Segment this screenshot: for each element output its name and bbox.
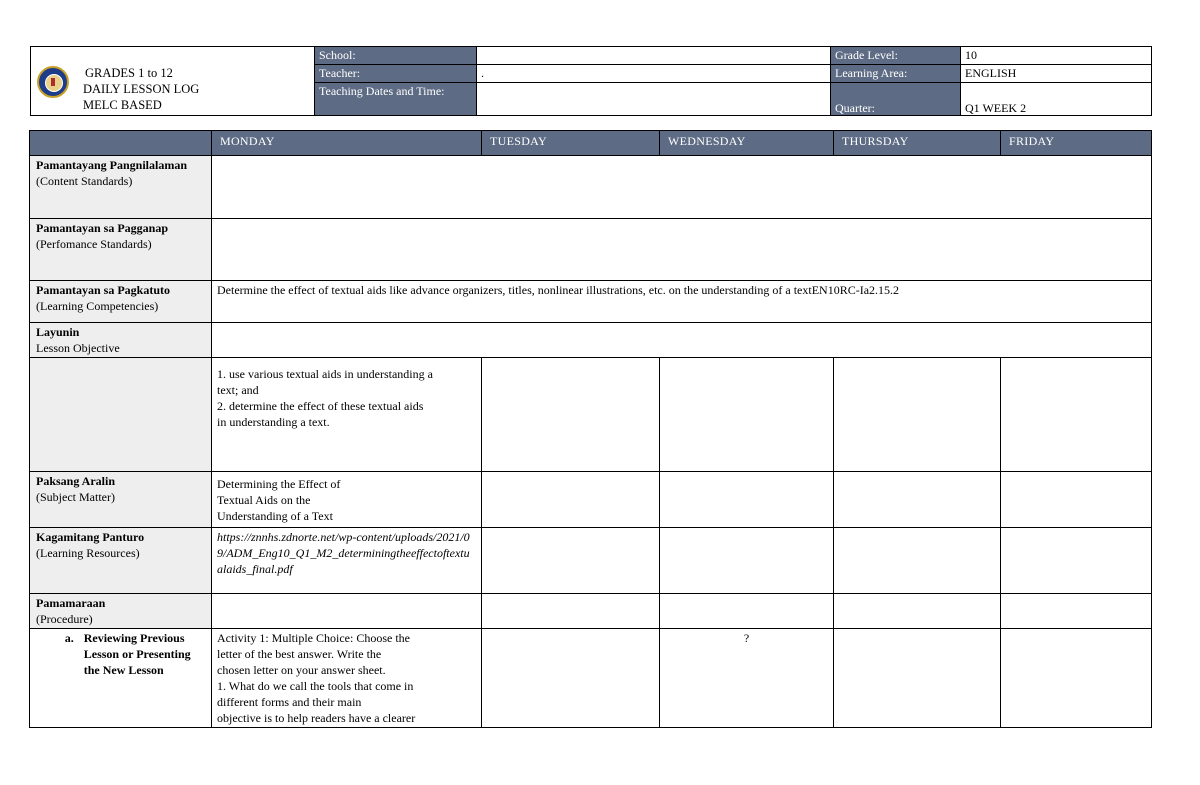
subject-matter-thursday[interactable]	[834, 472, 1001, 528]
content-standards-row	[30, 156, 1152, 219]
activity-line: objective is to help readers have a clearer	[217, 711, 416, 725]
subject-matter-wednesday[interactable]	[660, 472, 834, 528]
learning-area-label: Learning Area:	[831, 65, 961, 83]
review-thursday[interactable]	[834, 629, 1001, 728]
quarter-label: Quarter:	[831, 83, 961, 116]
review-label	[30, 629, 212, 728]
subject-matter-monday[interactable]	[212, 472, 482, 528]
row-subtitle: (Subject Matter)	[36, 490, 115, 504]
review-wednesday[interactable]: ?	[660, 629, 834, 728]
procedure-tuesday[interactable]	[482, 594, 660, 629]
row-subtitle: Lesson Objective	[36, 341, 120, 355]
subject-line: Textual Aids on the	[217, 493, 311, 507]
resources-tuesday[interactable]	[482, 528, 660, 594]
document-title	[83, 65, 199, 113]
procedure-wednesday[interactable]	[660, 594, 834, 629]
row-subtitle: (Content Standards)	[36, 174, 133, 188]
objective-detail-label	[30, 358, 212, 472]
resource-link[interactable]: https://znnhs.zdnorte.net/wp-content/uploads/2021/09/ADM_Eng10_Q1_M2_determiningtheeffectoftextualaids_final.pdf	[212, 528, 482, 594]
row-subtitle: (Perfomance Standards)	[36, 237, 152, 251]
title-line-1: GRADES 1 to 12	[85, 66, 173, 80]
learning-resources-row	[30, 528, 1152, 594]
teacher-label: Teacher:	[315, 65, 477, 83]
deped-seal-logo	[37, 66, 69, 98]
teaching-dates-field[interactable]	[477, 83, 831, 116]
lesson-log-table	[29, 130, 1152, 728]
objective-line: 1. use various textual aids in understanding a	[217, 367, 433, 381]
learning-competencies-label	[30, 281, 212, 323]
objective-monday[interactable]	[212, 358, 482, 472]
header-title-cell	[31, 47, 315, 116]
learning-area-field[interactable]: ENGLISH	[961, 65, 1152, 83]
teacher-field[interactable]: .	[477, 65, 831, 83]
row-title: Pamantayan sa Pagganap	[36, 221, 169, 235]
step-title: Reviewing Previous Lesson or Presenting the New Lesson	[83, 631, 191, 677]
content-standards-value[interactable]	[212, 156, 1152, 219]
subject-line: Understanding of a Text	[217, 509, 333, 523]
day-header-friday: FRIDAY	[1001, 131, 1152, 156]
objective-detail-row	[30, 358, 1152, 472]
day-header-wednesday: WEDNESDAY	[660, 131, 834, 156]
performance-standards-label	[30, 219, 212, 281]
objective-wednesday[interactable]	[660, 358, 834, 472]
performance-standards-row	[30, 219, 1152, 281]
header-table	[30, 46, 1152, 116]
objective-row	[30, 323, 1152, 358]
objective-value[interactable]	[212, 323, 1152, 358]
resources-wednesday[interactable]	[660, 528, 834, 594]
learning-competencies-row	[30, 281, 1152, 323]
day-header-tuesday: TUESDAY	[482, 131, 660, 156]
row-subtitle: (Procedure)	[36, 612, 93, 626]
objective-thursday[interactable]	[834, 358, 1001, 472]
objective-label	[30, 323, 212, 358]
performance-standards-value[interactable]	[212, 219, 1152, 281]
day-header-thursday: THURSDAY	[834, 131, 1001, 156]
objective-line: text; and	[217, 383, 259, 397]
learning-competencies-value[interactable]: Determine the effect of textual aids like advance organizers, titles, nonlinear illustrations, etc. on the understanding of a textEN10RC-Ia2.15.2	[212, 281, 1152, 323]
day-header-monday: MONDAY	[212, 131, 482, 156]
objective-line: in understanding a text.	[217, 415, 330, 429]
activity-line: chosen letter on your answer sheet.	[217, 663, 386, 677]
objective-friday[interactable]	[1001, 358, 1152, 472]
learning-resources-label	[30, 528, 212, 594]
subject-matter-friday[interactable]	[1001, 472, 1152, 528]
activity-line: different forms and their main	[217, 695, 362, 709]
objective-tuesday[interactable]	[482, 358, 660, 472]
procedure-label	[30, 594, 212, 629]
row-title: Pamantayan sa Pagkatuto	[36, 283, 171, 297]
review-monday[interactable]	[212, 629, 482, 728]
grade-level-label: Grade Level:	[831, 47, 961, 65]
procedure-friday[interactable]	[1001, 594, 1152, 629]
row-subtitle: (Learning Resources)	[36, 546, 140, 560]
subject-line: Determining the Effect of	[217, 477, 341, 491]
row-title: Layunin	[36, 325, 80, 339]
resources-thursday[interactable]	[834, 528, 1001, 594]
review-friday[interactable]	[1001, 629, 1152, 728]
row-title: Paksang Aralin	[36, 474, 116, 488]
title-line-2: DAILY LESSON LOG	[83, 82, 200, 96]
subject-matter-label	[30, 472, 212, 528]
quarter-field[interactable]: Q1 WEEK 2	[961, 83, 1152, 116]
activity-line: Activity 1: Multiple Choice: Choose the	[217, 631, 410, 645]
subject-matter-tuesday[interactable]	[482, 472, 660, 528]
subject-matter-row	[30, 472, 1152, 528]
content-standards-label	[30, 156, 212, 219]
teaching-dates-label: Teaching Dates and Time:	[315, 83, 477, 116]
procedure-row	[30, 594, 1152, 629]
row-title: Kagamitang Panturo	[36, 530, 145, 544]
row-title: Pamamaraan	[36, 596, 106, 610]
title-line-3: MELC BASED	[83, 98, 162, 112]
procedure-thursday[interactable]	[834, 594, 1001, 629]
activity-line: letter of the best answer. Write the	[217, 647, 382, 661]
school-label: School:	[315, 47, 477, 65]
school-field[interactable]	[477, 47, 831, 65]
day-header-row	[30, 131, 1152, 156]
resources-friday[interactable]	[1001, 528, 1152, 594]
activity-line: 1. What do we call the tools that come in	[217, 679, 414, 693]
grade-level-field[interactable]: 10	[961, 47, 1152, 65]
step-letter: a.	[64, 631, 74, 645]
procedure-monday[interactable]	[212, 594, 482, 629]
review-tuesday[interactable]	[482, 629, 660, 728]
objective-line: 2. determine the effect of these textual aids	[217, 399, 424, 413]
day-header-blank	[30, 131, 212, 156]
row-title: Pamantayang Pangnilalaman	[36, 158, 188, 172]
review-row	[30, 629, 1152, 728]
row-subtitle: (Learning Competencies)	[36, 299, 159, 313]
